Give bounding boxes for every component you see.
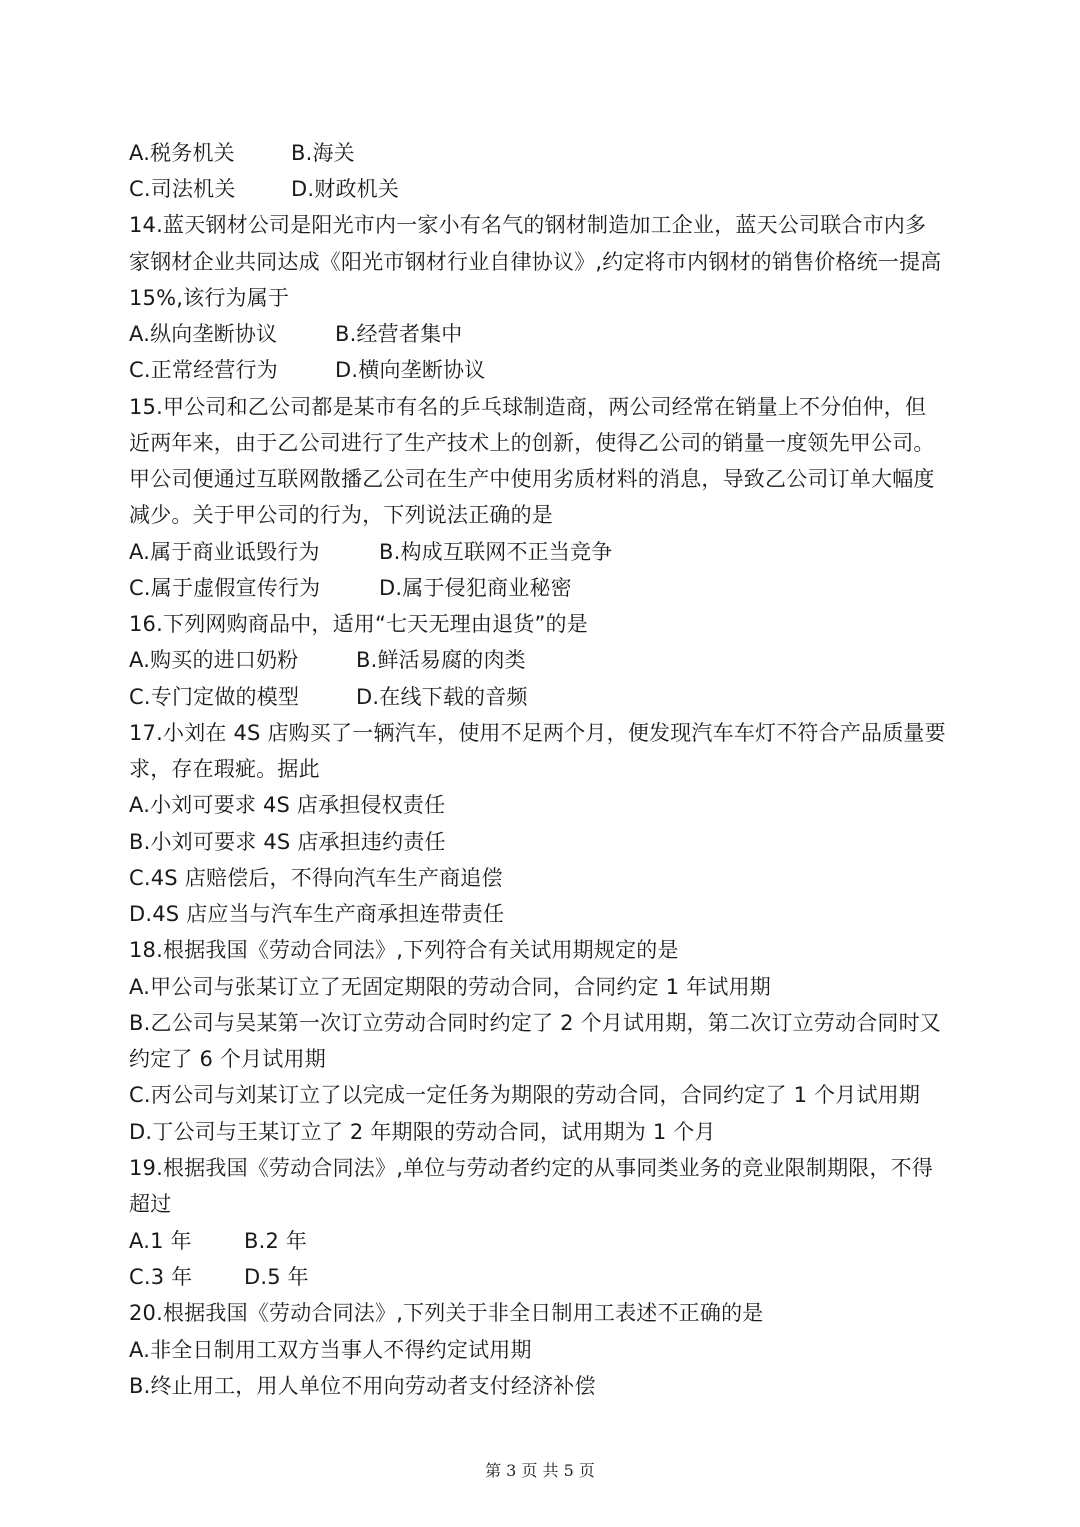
q17-stem-line-2: 求，存在瑕疵。据此	[129, 757, 320, 781]
q19-option-b: B.2 年	[244, 1229, 308, 1253]
q14-stem-line-2: 家钢材企业共同达成《阳光市钢材行业自律协议》,约定将市内钢材的销售价格统一提高	[129, 250, 942, 274]
q13-option-c: C.司法机关	[129, 177, 236, 201]
q15-option-a: A.属于商业诋毁行为	[129, 540, 320, 564]
page-number-footer: 第 3 页 共 5 页	[485, 1461, 595, 1480]
q18-option-b-line-1: B.乙公司与吴某第一次订立劳动合同时约定了 2 个月试用期，第二次订立劳动合同时又	[129, 1011, 941, 1035]
q15-option-c: C.属于虚假宣传行为	[129, 576, 321, 600]
q15-stem-line-3: 甲公司便通过互联网散播乙公司在生产中使用劣质材料的消息，导致乙公司订单大幅度	[129, 467, 935, 491]
q13-option-d: D.财政机关	[291, 177, 400, 201]
q15-option-d: D.属于侵犯商业秘密	[379, 576, 572, 600]
q15-option-b: B.构成互联网不正当竞争	[379, 540, 613, 564]
q17-option-b: B.小刘可要求 4S 店承担违约责任	[129, 830, 446, 854]
q15-stem-line-1: 15.甲公司和乙公司都是某市有名的乒乓球制造商，两公司经常在销量上不分伯仲，但	[129, 395, 927, 419]
q18-option-a: A.甲公司与张某订立了无固定期限的劳动合同，合同约定 1 年试用期	[129, 975, 771, 999]
q18-option-c: C.丙公司与刘某订立了以完成一定任务为期限的劳动合同，合同约定了 1 个月试用期	[129, 1083, 921, 1107]
q14-stem-line-1: 14.蓝天钢材公司是阳光市内一家小有名气的钢材制造加工企业，蓝天公司联合市内多	[129, 213, 927, 237]
q20-option-b: B.终止用工，用人单位不用向劳动者支付经济补偿	[129, 1374, 596, 1398]
q14-stem-line-3: 15%,该行为属于	[129, 286, 290, 310]
q18-option-d: D.丁公司与王某订立了 2 年期限的劳动合同，试用期为 1 个月	[129, 1120, 716, 1144]
q19-option-d: D.5 年	[244, 1265, 309, 1289]
q13-option-a: A.税务机关	[129, 141, 235, 165]
q14-option-b: B.经营者集中	[335, 322, 463, 346]
q13-option-b: B.海关	[291, 141, 355, 165]
q19-stem-line-1: 19.根据我国《劳动合同法》,单位与劳动者约定的从事同类业务的竞业限制期限，不得	[129, 1156, 934, 1180]
q16-stem-line-1: 16.下列网购商品中，适用“七天无理由退货”的是	[129, 612, 588, 636]
q14-option-d: D.横向垄断协议	[335, 358, 486, 382]
q19-stem-line-2: 超过	[129, 1192, 172, 1216]
q20-stem-line-1: 20.根据我国《劳动合同法》,下列关于非全日制用工表述不正确的是	[129, 1301, 764, 1325]
q19-option-a: A.1 年	[129, 1229, 192, 1253]
q17-option-a: A.小刘可要求 4S 店承担侵权责任	[129, 793, 446, 817]
q16-option-b: B.鲜活易腐的肉类	[356, 648, 526, 672]
q14-option-c: C.正常经营行为	[129, 358, 278, 382]
q15-stem-line-2: 近两年来，由于乙公司进行了生产技术上的创新，使得乙公司的销量一度领先甲公司。	[129, 431, 935, 455]
q18-stem-line-1: 18.根据我国《劳动合同法》,下列符合有关试用期规定的是	[129, 938, 679, 962]
q16-option-c: C.专门定做的模型	[129, 685, 300, 709]
q15-stem-line-4: 减少。关于甲公司的行为，下列说法正确的是	[129, 503, 553, 527]
q17-stem-line-1: 17.小刘在 4S 店购买了一辆汽车，使用不足两个月，便发现汽车车灯不符合产品质量要	[129, 721, 946, 745]
q18-option-b-line-2: 约定了 6 个月试用期	[129, 1047, 326, 1071]
q17-option-c: C.4S 店赔偿后，不得向汽车生产商追偿	[129, 866, 503, 890]
q20-option-a: A.非全日制用工双方当事人不得约定试用期	[129, 1338, 532, 1362]
q16-option-a: A.购买的进口奶粉	[129, 648, 299, 672]
q17-option-d: D.4S 店应当与汽车生产商承担连带责任	[129, 902, 505, 926]
q14-option-a: A.纵向垄断协议	[129, 322, 278, 346]
q19-option-c: C.3 年	[129, 1265, 193, 1289]
q16-option-d: D.在线下载的音频	[356, 685, 528, 709]
